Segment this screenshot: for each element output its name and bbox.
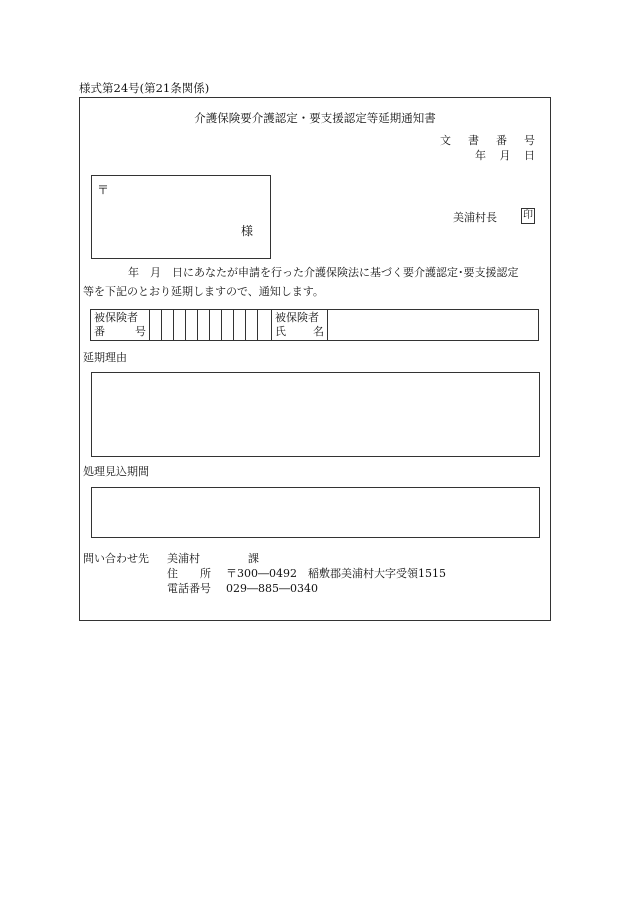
insured-number-digit[interactable]	[150, 310, 162, 340]
insured-number-digit[interactable]	[174, 310, 186, 340]
doc-number-char: 番	[496, 134, 507, 147]
doc-number-char: 文	[440, 134, 451, 147]
insured-number-digit[interactable]	[234, 310, 246, 340]
insured-number-digit[interactable]	[222, 310, 234, 340]
body-text-line-2: 等を下記のとおり延期しますので、通知します。	[83, 285, 324, 298]
insured-number-digit[interactable]	[198, 310, 210, 340]
address-label	[167, 567, 211, 581]
postal-mark: 〒	[97, 183, 110, 197]
document-title: 介護保険要介護認定・要支援認定等延期通知書	[194, 111, 436, 125]
date-char: 日	[524, 149, 535, 162]
contact-village: 美浦村	[167, 552, 200, 565]
address-value: 〒300―0492 稲敷郡美浦村大字受領1515	[226, 567, 446, 580]
contact-section: 課	[248, 552, 259, 565]
recipient-address-box[interactable]	[91, 175, 271, 259]
processing-period-field[interactable]	[91, 487, 540, 538]
delay-reason-field[interactable]	[91, 372, 540, 457]
insured-name-label-char: 氏	[275, 325, 286, 338]
address-label-char: 住	[167, 567, 178, 580]
insured-number-label-line-1: 被保険者	[94, 311, 138, 324]
processing-period-label: 処理見込期間	[83, 465, 149, 478]
insured-number-digit[interactable]	[162, 310, 174, 340]
document-date-label	[475, 149, 535, 163]
form-label: 様式第24号(第21条関係)	[79, 81, 210, 95]
insured-info-table	[90, 309, 539, 341]
insured-number-digit[interactable]	[258, 310, 272, 340]
insured-name-label	[272, 310, 328, 340]
insured-name-label-line-1: 被保険者	[275, 311, 319, 324]
contact-label: 問い合わせ先	[83, 552, 149, 565]
issuer-mayor: 美浦村長	[453, 211, 497, 224]
seal-box: 印	[521, 208, 535, 224]
body-text-line-1: 年 月 日にあなたが申請を行った介護保険法に基づく要介護認定･要支援認定	[128, 266, 519, 279]
insured-number-digit[interactable]	[246, 310, 258, 340]
insured-number-label	[91, 310, 150, 340]
date-char: 年	[475, 149, 486, 162]
insured-name-label-char: 名	[313, 325, 324, 338]
document-number-label	[440, 134, 535, 148]
date-char: 月	[499, 149, 511, 162]
address-label-char: 所	[200, 567, 211, 580]
insured-name-field[interactable]	[328, 310, 538, 340]
insured-number-label-char: 号	[135, 325, 146, 338]
recipient-honorific: 様	[241, 224, 254, 238]
doc-number-char: 号	[524, 134, 535, 147]
delay-reason-label: 延期理由	[83, 351, 127, 364]
phone-value: 029―885―0340	[226, 582, 318, 595]
insured-number-digit[interactable]	[186, 310, 198, 340]
insured-number-digit[interactable]	[210, 310, 222, 340]
insured-number-label-char: 番	[94, 325, 105, 338]
doc-number-char: 書	[468, 134, 479, 147]
phone-label: 電話番号	[167, 582, 211, 595]
